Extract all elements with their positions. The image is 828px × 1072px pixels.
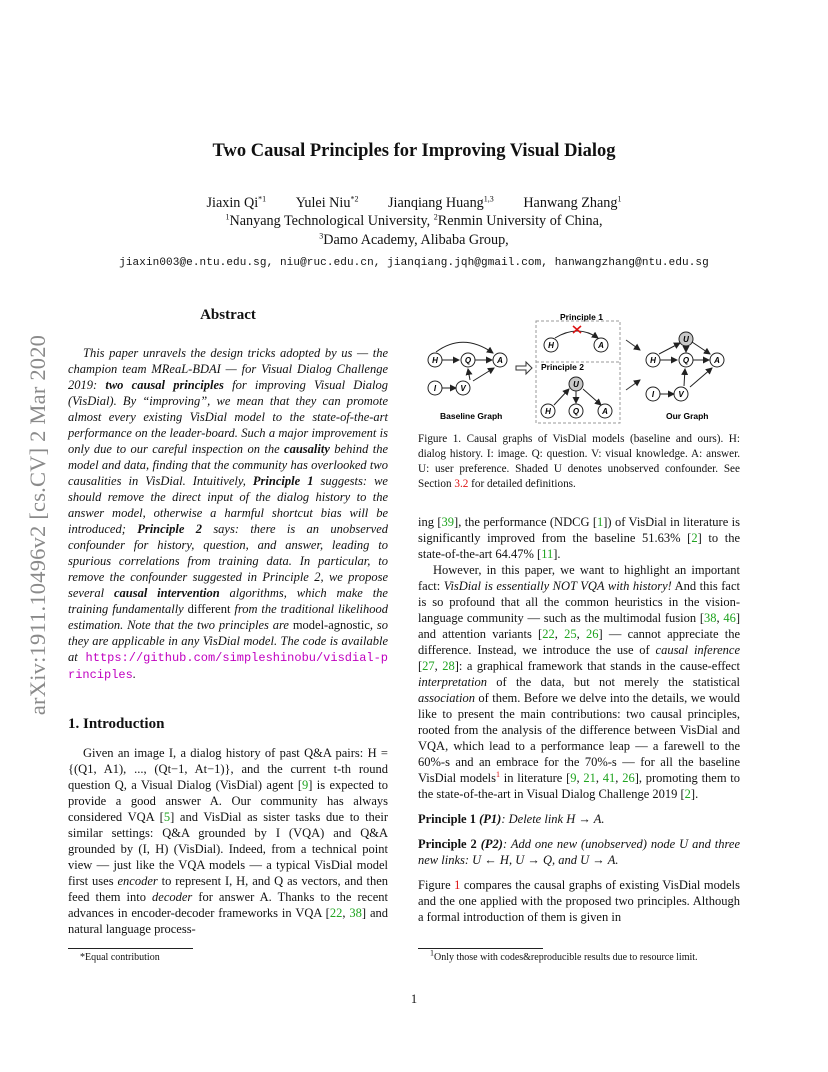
svg-text:A: A [497, 356, 503, 365]
principle-2-statement: Principle 2 (P2): Add one new (unobserved) node U and three new links: U ← H, U → Q, and U → A. [418, 837, 741, 867]
svg-text:Q: Q [682, 356, 690, 365]
footnote-rule [68, 948, 193, 949]
page-number: 1 [410, 992, 418, 1006]
citation-link[interactable]: 11 [541, 547, 554, 561]
author: Jianqiang Huang$^{1,3}$ [388, 194, 494, 211]
affiliation-line-1: $^1$Nanyang Technological University, $^2$Renmin University of China, [225, 212, 603, 229]
citation-link[interactable]: 27 [422, 659, 435, 673]
abstract-heading: Abstract [200, 307, 256, 323]
principle-2-label: Principle 2 [541, 362, 584, 372]
citation-link[interactable]: 46 [723, 611, 736, 625]
svg-text:Q: Q [572, 407, 580, 416]
introduction-body: Given an image I, a dialog history of past Q&A pairs: H = {(Q1, A1), ..., (Qt−1, At−1)}, and the current t-th round question Q, a Visual Dialog (VisDial) agent [9] is expected to provide a good answer A. Our community has always considered VQA [5] and VisDial as sister tasks due to their similar settings: Q&A grounded by I (VQA) and Q&A grounded by (I, H) (VisDial). Indeed, from a technical point view — just like the VQA models — a typical VisDial model first uses encoder to represent I, H, and Q as vectors, and then feed them into decoder for answer A. Thanks to the recent advances in encoder-decoder frameworks in VQA [22, 38] and natural language process- [68, 746, 389, 936]
figure-1-caption: Figure 1. Causal graphs of VisDial models (baseline and ours). H: dialog history. I: image. Q: question. V: visual knowledge. A: answer. U: user preference. Shaded U denotes unobserved confounder. See Section 3.2 for detailed definitions. [418, 433, 740, 490]
svg-text:H: H [548, 341, 554, 350]
svg-text:H: H [545, 407, 551, 416]
citation-link[interactable]: 1 [597, 515, 604, 529]
svg-text:A: A [598, 341, 604, 350]
citation-link[interactable]: 9 [302, 778, 309, 792]
baseline-graph-label: Baseline Graph [440, 411, 503, 421]
svg-text:U: U [573, 380, 579, 389]
svg-text:V: V [678, 390, 684, 399]
abstract-body: This paper unravels the design tricks adopted by us — the champion team MReaL-BDAI — for Visual Dialog Challenge 2019: two causal principles for improving Visual Dialog (VisDial). By “improving”, we mean that they can promote almost every existing VisDial model to the state-of-the-art performance on the leader-board. Such a major improvement is only due to our careful inspection on the causality behind the model and data, finding that the community has overlooked two causalities in VisDial. Intuitively, Principle 1 suggests: we should remove the direct input of the dialog history to the answer model, otherwise a harmful shortcut bias will be introduced; Principle 2 says: there is an unobserved confounder for history, question, and answer, leading to spurious correlations from training data. In particular, to remove the confounder suggested in Principle 2, we propose several causal intervention algorithms, which make the training fundamentally different from the traditional likelihood estimation. Note that the two principles are model-agnostic, so they are applicable in any VisDial model. The code is available at https://github.com/simpleshinobu/visdial-principles. [68, 346, 389, 682]
svg-text:H: H [650, 356, 656, 365]
footnote-equal-contribution: *Equal contribution [80, 952, 160, 963]
right-column-body: ing [39], the performance (NDCG [1]) of VisDial in literature is significantly improved from the baseline 51.63% [2] to the state-of-the-art 64.47% [11]. However, in this paper, we want to highlight an important fact: VisDial is essentially NOT VQA with history! And this fact is so profound that all the common heuristics in the vision-language community — such as the multimodal fusion [38, 46] and attention variants [22, 25, 26] — cannot appreciate the difference. Instead, we introduce the use of causal inference [27, 28]: a graphical framework that stands in the cause-effect interpretation of the data, but not merely the statistical association of them. Before we delve into the details, we would like to present the main contributions: two causal principles, rooted from the analysis of the difference between VisDial and VQA, which lead to a performance leap — a farewell to the 60%-s and an embrace for the 70%-s — for all the baseline VisDial models$^1$ in literature [9, 21, 41, 26], promoting them to the state-of-the-art in Visual Dialog Challenge 2019 [2]. Principle 1 (P1): Delete link H → A. Principle 2 (P2): Add one new (unobserved) node U and three new links: U ← H, U → Q, and U → A. Figure 1 compares the causal graphs of existing VisDial models and the one applied with the proposed two principles. Although a formal introduction of them is given in [418, 515, 741, 924]
author-list [0, 195, 828, 212]
citation-link[interactable]: 2 [691, 531, 698, 545]
footnote-resource-limit: $^1$Only those with codes&reproducible results due to resource limit. [430, 948, 698, 963]
citation-link[interactable]: 2 [684, 787, 691, 801]
citation-link[interactable]: 5 [163, 810, 171, 824]
principle-1-statement: Principle 1 (P1): Delete link H → A. [418, 812, 605, 826]
citation-link[interactable]: 21 [583, 771, 596, 785]
citation-link[interactable]: 26 [585, 627, 599, 641]
author: Hanwang Zhang$^1$ [523, 194, 622, 211]
figure-reference-link[interactable]: 1 [454, 878, 461, 892]
citation-link[interactable]: 22 [542, 627, 555, 641]
footnote-link[interactable]: 1 [496, 769, 500, 779]
svg-text:V: V [460, 384, 466, 393]
citation-link[interactable]: 22 [329, 906, 343, 920]
svg-text:A: A [714, 356, 720, 365]
transform-arrow-icon [516, 362, 532, 374]
citation-link[interactable]: 9 [570, 771, 577, 785]
author: Yulei Niu$^{*2}$ [295, 194, 359, 211]
arxiv-sidebar-identifier: arXiv:1911.10496v2 [cs.CV] 2 Mar 2020 [25, 334, 50, 716]
citation-link[interactable]: 38 [349, 906, 362, 920]
code-repository-link[interactable]: https://github.com/simpleshinobu/visdial-principles [68, 651, 388, 682]
introduction-heading: 1. Introduction [68, 716, 165, 732]
citation-link[interactable]: 39 [441, 515, 455, 529]
svg-text:H: H [432, 356, 438, 365]
author: Jiaxin Qi$^{*1}$ [206, 194, 267, 211]
figure-1-causal-graphs [418, 310, 740, 428]
citation-link[interactable]: 26 [622, 771, 635, 785]
svg-text:Q: Q [464, 356, 472, 365]
citation-link[interactable]: 25 [564, 627, 577, 641]
author-emails: jiaxin003@e.ntu.edu.sg, niu@ruc.edu.cn, jianqiang.jqh@gmail.com, hanwangzhang@ntu.edu.sg [119, 257, 709, 269]
our-graph-label: Our Graph [666, 411, 709, 421]
paper-title: Two Causal Principles for Improving Visual Dialog [212, 141, 616, 161]
svg-text:I: I [433, 384, 437, 393]
delete-link-icon [573, 326, 581, 333]
section-reference-link[interactable]: 3.2 [454, 478, 469, 490]
principle-1-label: Principle 1 [560, 312, 603, 322]
svg-text:A: A [602, 407, 608, 416]
footnote-rule [418, 948, 543, 949]
svg-text:I: I [651, 390, 655, 399]
affiliation-line-2: $^3$Damo Academy, Alibaba Group, [319, 231, 509, 248]
citation-link[interactable]: 28 [442, 659, 455, 673]
citation-link[interactable]: 38 [703, 611, 717, 625]
svg-text:U: U [683, 335, 689, 344]
citation-link[interactable]: 41 [602, 771, 616, 785]
